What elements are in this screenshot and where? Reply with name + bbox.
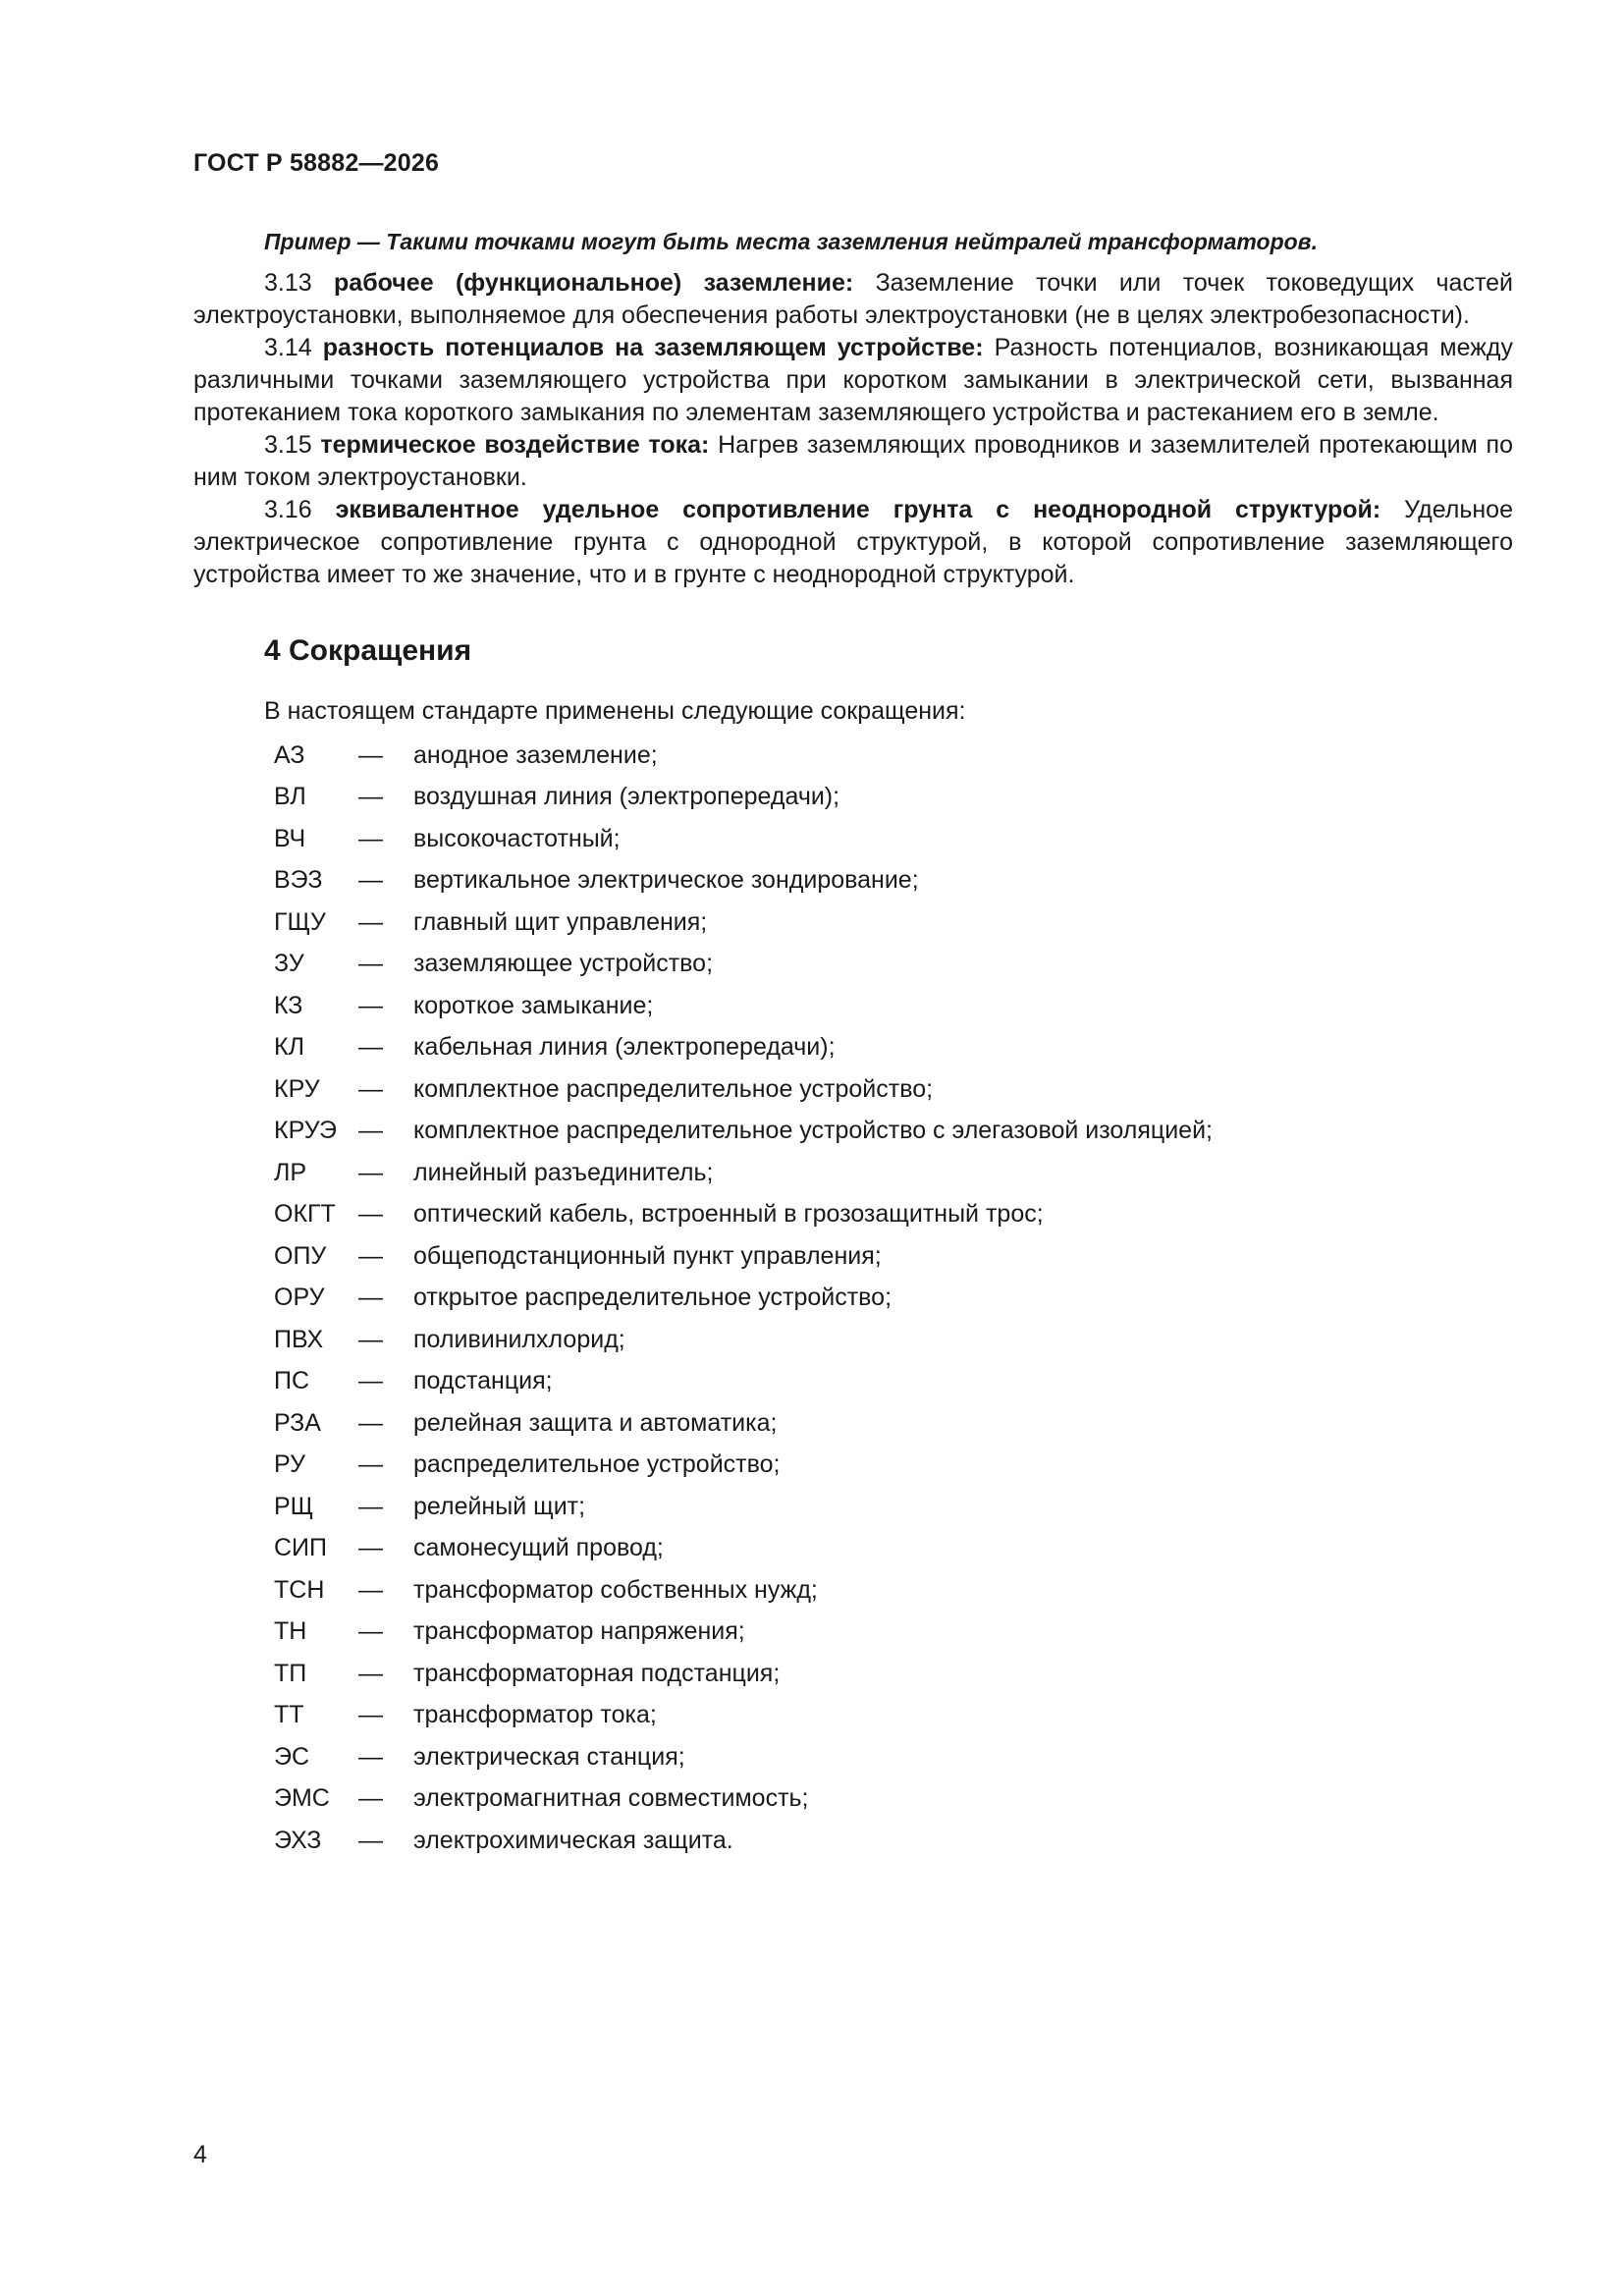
abbreviation-code: ЭХЗ	[274, 1826, 322, 1854]
abbreviation-code: ТТ	[274, 1701, 304, 1729]
term-number: 3.14	[264, 334, 312, 361]
abbreviation-definition: распределительное устройство;	[413, 1450, 781, 1479]
abbreviation-definition: кабельная линия (электропередачи);	[413, 1033, 836, 1062]
abbreviation-dash: —	[358, 1826, 383, 1854]
page-content	[193, 226, 1513, 1862]
abbreviation-row	[193, 1152, 1513, 1194]
abbreviation-dash: —	[358, 1450, 383, 1479]
abbreviation-code: ВЛ	[274, 783, 306, 811]
abbreviation-definition: электромагнитная совместимость;	[413, 1784, 809, 1813]
abbreviation-dash: —	[358, 1158, 383, 1186]
abbreviation-row	[193, 1736, 1513, 1778]
abbreviation-dash: —	[358, 1325, 383, 1353]
abbreviation-code: ПВХ	[274, 1325, 324, 1353]
abbreviation-row	[193, 1319, 1513, 1361]
abbreviation-code: ВЭЗ	[274, 866, 323, 895]
abbreviation-definition: вертикальное электрическое зондирование;	[413, 866, 919, 895]
abbreviation-row	[193, 1820, 1513, 1862]
abbreviation-row	[193, 1445, 1513, 1487]
abbreviation-row	[193, 985, 1513, 1027]
abbreviation-definition: релейный щит;	[413, 1492, 586, 1520]
abbreviation-row	[193, 860, 1513, 902]
abbreviation-definition: релейная защита и автоматика;	[413, 1408, 778, 1437]
abbreviation-definition: воздушная линия (электропередачи);	[413, 783, 840, 811]
abbreviation-code: ВЧ	[274, 824, 306, 852]
abbreviation-row	[193, 1569, 1513, 1612]
abbreviation-row	[193, 1695, 1513, 1737]
term-number: 3.16	[264, 496, 312, 523]
abbreviation-row	[193, 777, 1513, 819]
term-definition: Нагрев заземляющих проводников и заземлителей протекающим по ним током электроустановки.	[193, 431, 1513, 491]
abbreviation-definition: анодное заземление;	[413, 740, 658, 769]
term-name: термическое воздействие тока:	[320, 431, 710, 459]
abbreviation-dash: —	[358, 1742, 383, 1771]
abbreviation-row	[193, 1235, 1513, 1278]
abbreviation-definition: общеподстанционный пункт управления;	[413, 1241, 882, 1270]
abbreviation-dash: —	[358, 1284, 383, 1312]
abbreviation-row	[193, 818, 1513, 860]
term-3-13	[193, 267, 1513, 332]
abbreviation-row	[193, 902, 1513, 944]
abbreviation-definition: подстанция;	[413, 1367, 553, 1395]
abbreviation-definition: электрохимическая защита.	[413, 1826, 733, 1854]
abbreviation-dash: —	[358, 1367, 383, 1395]
abbreviation-code: РУ	[274, 1450, 306, 1479]
abbreviation-code: ЭМС	[274, 1784, 330, 1813]
abbreviation-row	[193, 1111, 1513, 1153]
abbreviation-code: РЩ	[274, 1492, 314, 1520]
term-3-15	[193, 429, 1513, 494]
abbreviation-code: КРУЭ	[274, 1117, 337, 1145]
abbreviation-row	[193, 1528, 1513, 1570]
abbreviation-dash: —	[358, 1241, 383, 1270]
abbreviation-dash: —	[358, 783, 383, 811]
abbreviation-dash: —	[358, 1408, 383, 1437]
abbreviation-dash: —	[358, 907, 383, 936]
abbreviation-code: ЗУ	[274, 950, 304, 978]
abbreviation-dash: —	[358, 740, 383, 769]
abbreviation-row	[193, 1361, 1513, 1403]
abbreviation-code: ГЩУ	[274, 907, 326, 936]
term-3-14	[193, 332, 1513, 429]
term-name: разность потенциалов на заземляющем устройстве:	[322, 334, 984, 361]
abbreviation-dash: —	[358, 1659, 383, 1687]
abbreviation-row	[193, 1486, 1513, 1528]
abbreviation-code: КРУ	[274, 1074, 320, 1103]
abbreviation-definition: самонесущий провод;	[413, 1534, 664, 1562]
example-note: Пример — Такими точками могут быть места заземления нейтралей трансформаторов.	[264, 229, 1318, 254]
section-intro: В настоящем стандарте применены следующие сокращения:	[264, 697, 966, 725]
term-name: рабочее (функциональное) заземление:	[334, 269, 854, 297]
abbreviation-dash: —	[358, 1617, 383, 1646]
abbreviation-definition: трансформатор напряжения;	[413, 1617, 745, 1646]
term-number: 3.15	[264, 431, 312, 459]
abbreviation-code: КЛ	[274, 1033, 304, 1062]
abbreviation-code: ТСН	[274, 1575, 325, 1604]
abbreviation-row	[193, 1402, 1513, 1445]
term-definition: Разность потенциалов, возникающая между различными точками заземляющего устройства при коротком замыкании в электрической сети, вызванная протеканием тока короткого замыкания по элементам заземляющего устройства и растеканием его в земле.	[193, 334, 1514, 426]
term-name: эквивалентное удельное сопротивление грунта с неоднородной структурой:	[335, 496, 1381, 523]
abbreviation-definition: высокочастотный;	[413, 824, 621, 852]
abbreviation-definition: заземляющее устройство;	[413, 950, 714, 978]
abbreviation-dash: —	[358, 1033, 383, 1062]
abbreviation-code: ОКГТ	[274, 1200, 336, 1229]
abbreviation-dash: —	[358, 1200, 383, 1229]
abbreviation-definition: оптический кабель, встроенный в грозозащитный трос;	[413, 1200, 1044, 1229]
abbreviation-dash: —	[358, 950, 383, 978]
abbreviation-row	[193, 1027, 1513, 1069]
abbreviation-row	[193, 1278, 1513, 1320]
abbreviation-dash: —	[358, 866, 383, 895]
abbreviation-code: ЭС	[274, 1742, 310, 1771]
abbreviation-definition: открытое распределительное устройство;	[413, 1284, 893, 1312]
abbreviation-definition: трансформаторная подстанция;	[413, 1659, 781, 1687]
abbreviation-dash: —	[358, 1701, 383, 1729]
abbreviation-list	[193, 735, 1513, 1862]
abbreviation-dash: —	[358, 1784, 383, 1813]
abbreviation-row	[193, 944, 1513, 986]
abbreviation-code: АЗ	[274, 740, 305, 769]
abbreviation-definition: трансформатор тока;	[413, 1701, 657, 1729]
abbreviation-row	[193, 1068, 1513, 1111]
abbreviation-dash: —	[358, 824, 383, 852]
term-number: 3.13	[264, 269, 312, 297]
abbreviation-code: ПС	[274, 1367, 310, 1395]
abbreviation-code: ТН	[274, 1617, 307, 1646]
term-definition: Удельное электрическое сопротивление грунта с однородной структурой, в которой сопротивление заземляющего устройства имеет то же значение, что и в грунте с неоднородной структурой.	[193, 496, 1513, 588]
abbreviation-dash: —	[358, 1074, 383, 1103]
abbreviation-definition: комплектное распределительное устройство;	[413, 1074, 934, 1103]
abbreviation-code: ОПУ	[274, 1241, 327, 1270]
abbreviation-definition: трансформатор собственных нужд;	[413, 1575, 818, 1604]
abbreviation-code: КЗ	[274, 991, 303, 1019]
page-number: 4	[193, 2141, 207, 2168]
term-definition: Заземление точки или точек токоведущих частей электроустановки, выполняемое для обеспечения работы электроустановки (не в целях электробезопасности).	[193, 269, 1513, 329]
abbreviation-code: ОРУ	[274, 1284, 325, 1312]
abbreviation-definition: короткое замыкание;	[413, 991, 654, 1019]
abbreviation-row	[193, 1778, 1513, 1821]
section-title: 4 Сокращения	[264, 634, 472, 667]
abbreviation-code: РЗА	[274, 1408, 321, 1437]
abbreviation-code: СИП	[274, 1534, 327, 1562]
abbreviation-definition: линейный разъединитель;	[413, 1158, 714, 1186]
term-3-16	[193, 494, 1513, 591]
abbreviation-definition: главный щит управления;	[413, 907, 708, 936]
abbreviation-definition: электрическая станция;	[413, 1742, 685, 1771]
abbreviation-row	[193, 1653, 1513, 1695]
abbreviation-code: ЛР	[274, 1158, 307, 1186]
abbreviation-row	[193, 735, 1513, 777]
abbreviation-row	[193, 1194, 1513, 1236]
abbreviation-dash: —	[358, 1575, 383, 1604]
abbreviation-dash: —	[358, 991, 383, 1019]
abbreviation-dash: —	[358, 1534, 383, 1562]
abbreviation-definition: комплектное распределительное устройство с элегазовой изоляцией;	[413, 1117, 1214, 1145]
abbreviation-dash: —	[358, 1492, 383, 1520]
abbreviation-definition: поливинилхлорид;	[413, 1325, 625, 1353]
abbreviation-dash: —	[358, 1117, 383, 1145]
abbreviation-code: ТП	[274, 1659, 307, 1687]
abbreviation-row	[193, 1612, 1513, 1654]
standard-code-header: ГОСТ Р 58882—2026	[193, 149, 440, 177]
